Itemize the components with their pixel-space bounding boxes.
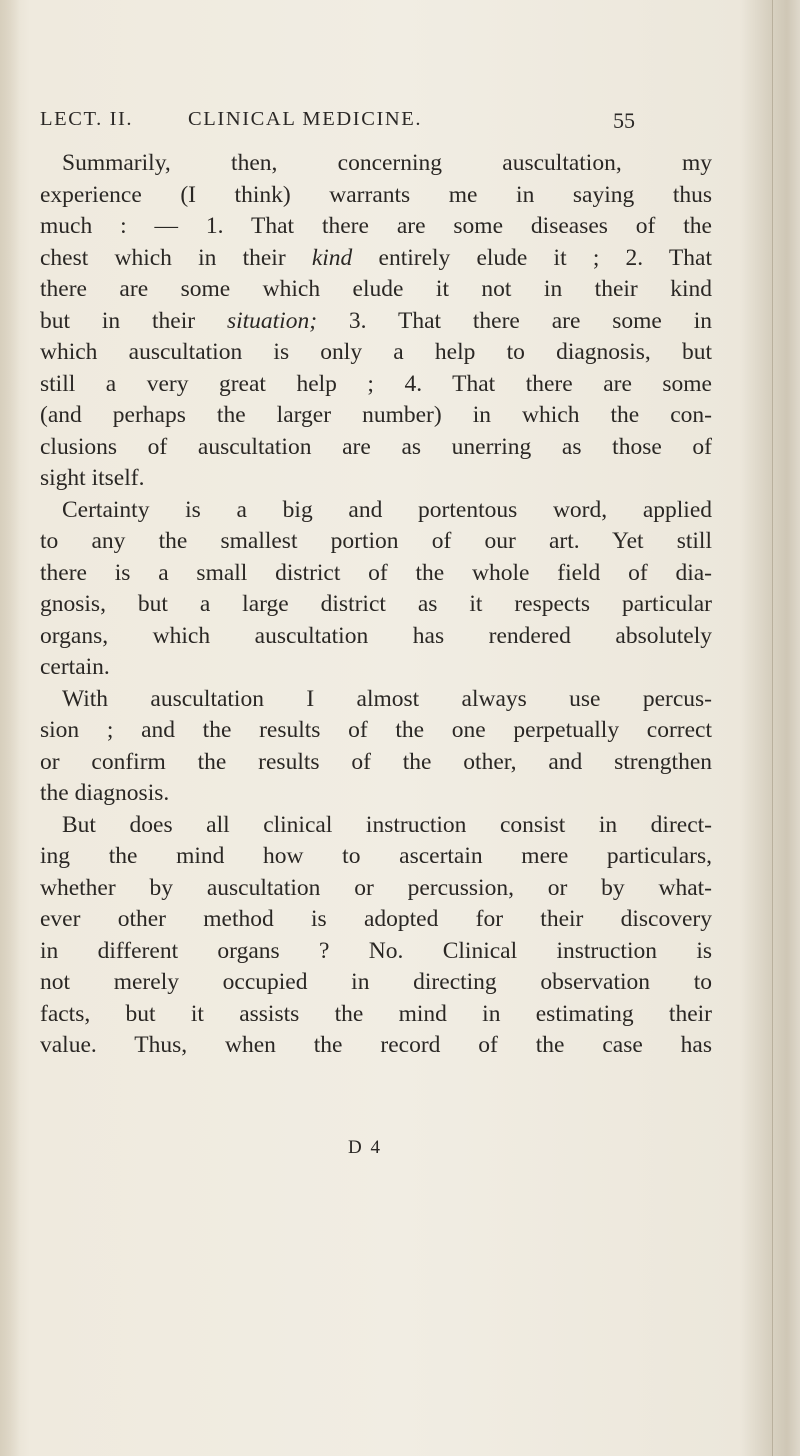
text-line: but in their situation; 3. That there are some in <box>40 307 712 334</box>
text-line: there are some which elude it not in their kind <box>40 276 712 302</box>
body-text <box>40 148 712 1062</box>
page-number: 55 <box>613 108 635 133</box>
header-lecture: LECT. II. <box>40 108 134 130</box>
text-line: which auscultation is only a help to diagnosis, but <box>40 339 712 365</box>
page-edge <box>772 0 800 1456</box>
signature-mark: D 4 <box>348 1137 382 1158</box>
text-line: experience (I think) warrants me in saying thus <box>40 181 712 208</box>
text-line: in different organs ? No. Clinical instruction is <box>40 937 712 964</box>
text-line: ever other method is adopted for their discovery <box>40 906 712 932</box>
text-line: Certainty is a big and portentous word, applied <box>62 496 712 523</box>
text-line: certain. <box>40 654 110 680</box>
text-line: much : — 1. That there are some diseases of the <box>40 213 712 239</box>
header-title: CLINICAL MEDICINE. <box>188 108 423 130</box>
text-line: not merely occupied in directing observation to <box>40 969 712 995</box>
text-line: or confirm the results of the other, and strengthen <box>40 748 712 775</box>
text-line: clusions of auscultation are as unerring as those of <box>40 433 712 460</box>
text-line: organs, which auscultation has rendered absolutely <box>40 622 712 649</box>
text-line: facts, but it assists the mind in estimating their <box>40 1000 712 1027</box>
text-line: sight itself. <box>40 465 145 491</box>
running-header <box>40 108 770 140</box>
text-line: sion ; and the results of the one perpetually correct <box>40 717 712 743</box>
text-line: to any the smallest portion of our art. Yet still <box>40 528 712 554</box>
text-line: whether by auscultation or percussion, or by what- <box>40 874 712 901</box>
text-line: value. Thus, when the record of the case has <box>40 1032 712 1058</box>
text-line: chest which in their kind entirely elude it ; 2. That <box>40 244 712 271</box>
text-line: there is a small district of the whole field of dia- <box>40 559 712 586</box>
text-line: gnosis, but a large district as it respects particular <box>40 591 712 617</box>
text-line: the diagnosis. <box>40 780 170 806</box>
text-line: But does all clinical instruction consist in direct- <box>62 811 712 838</box>
text-line: With auscultation I almost always use percus- <box>62 685 712 712</box>
text-line: still a very great help ; 4. That there are some <box>40 370 712 397</box>
page-gutter-shadow <box>0 0 20 1456</box>
text-line: ing the mind how to ascertain mere particulars, <box>40 843 712 869</box>
text-line: Summarily, then, concerning auscultation, my <box>62 150 712 176</box>
text-line: (and perhaps the larger number) in which the con- <box>40 402 712 428</box>
